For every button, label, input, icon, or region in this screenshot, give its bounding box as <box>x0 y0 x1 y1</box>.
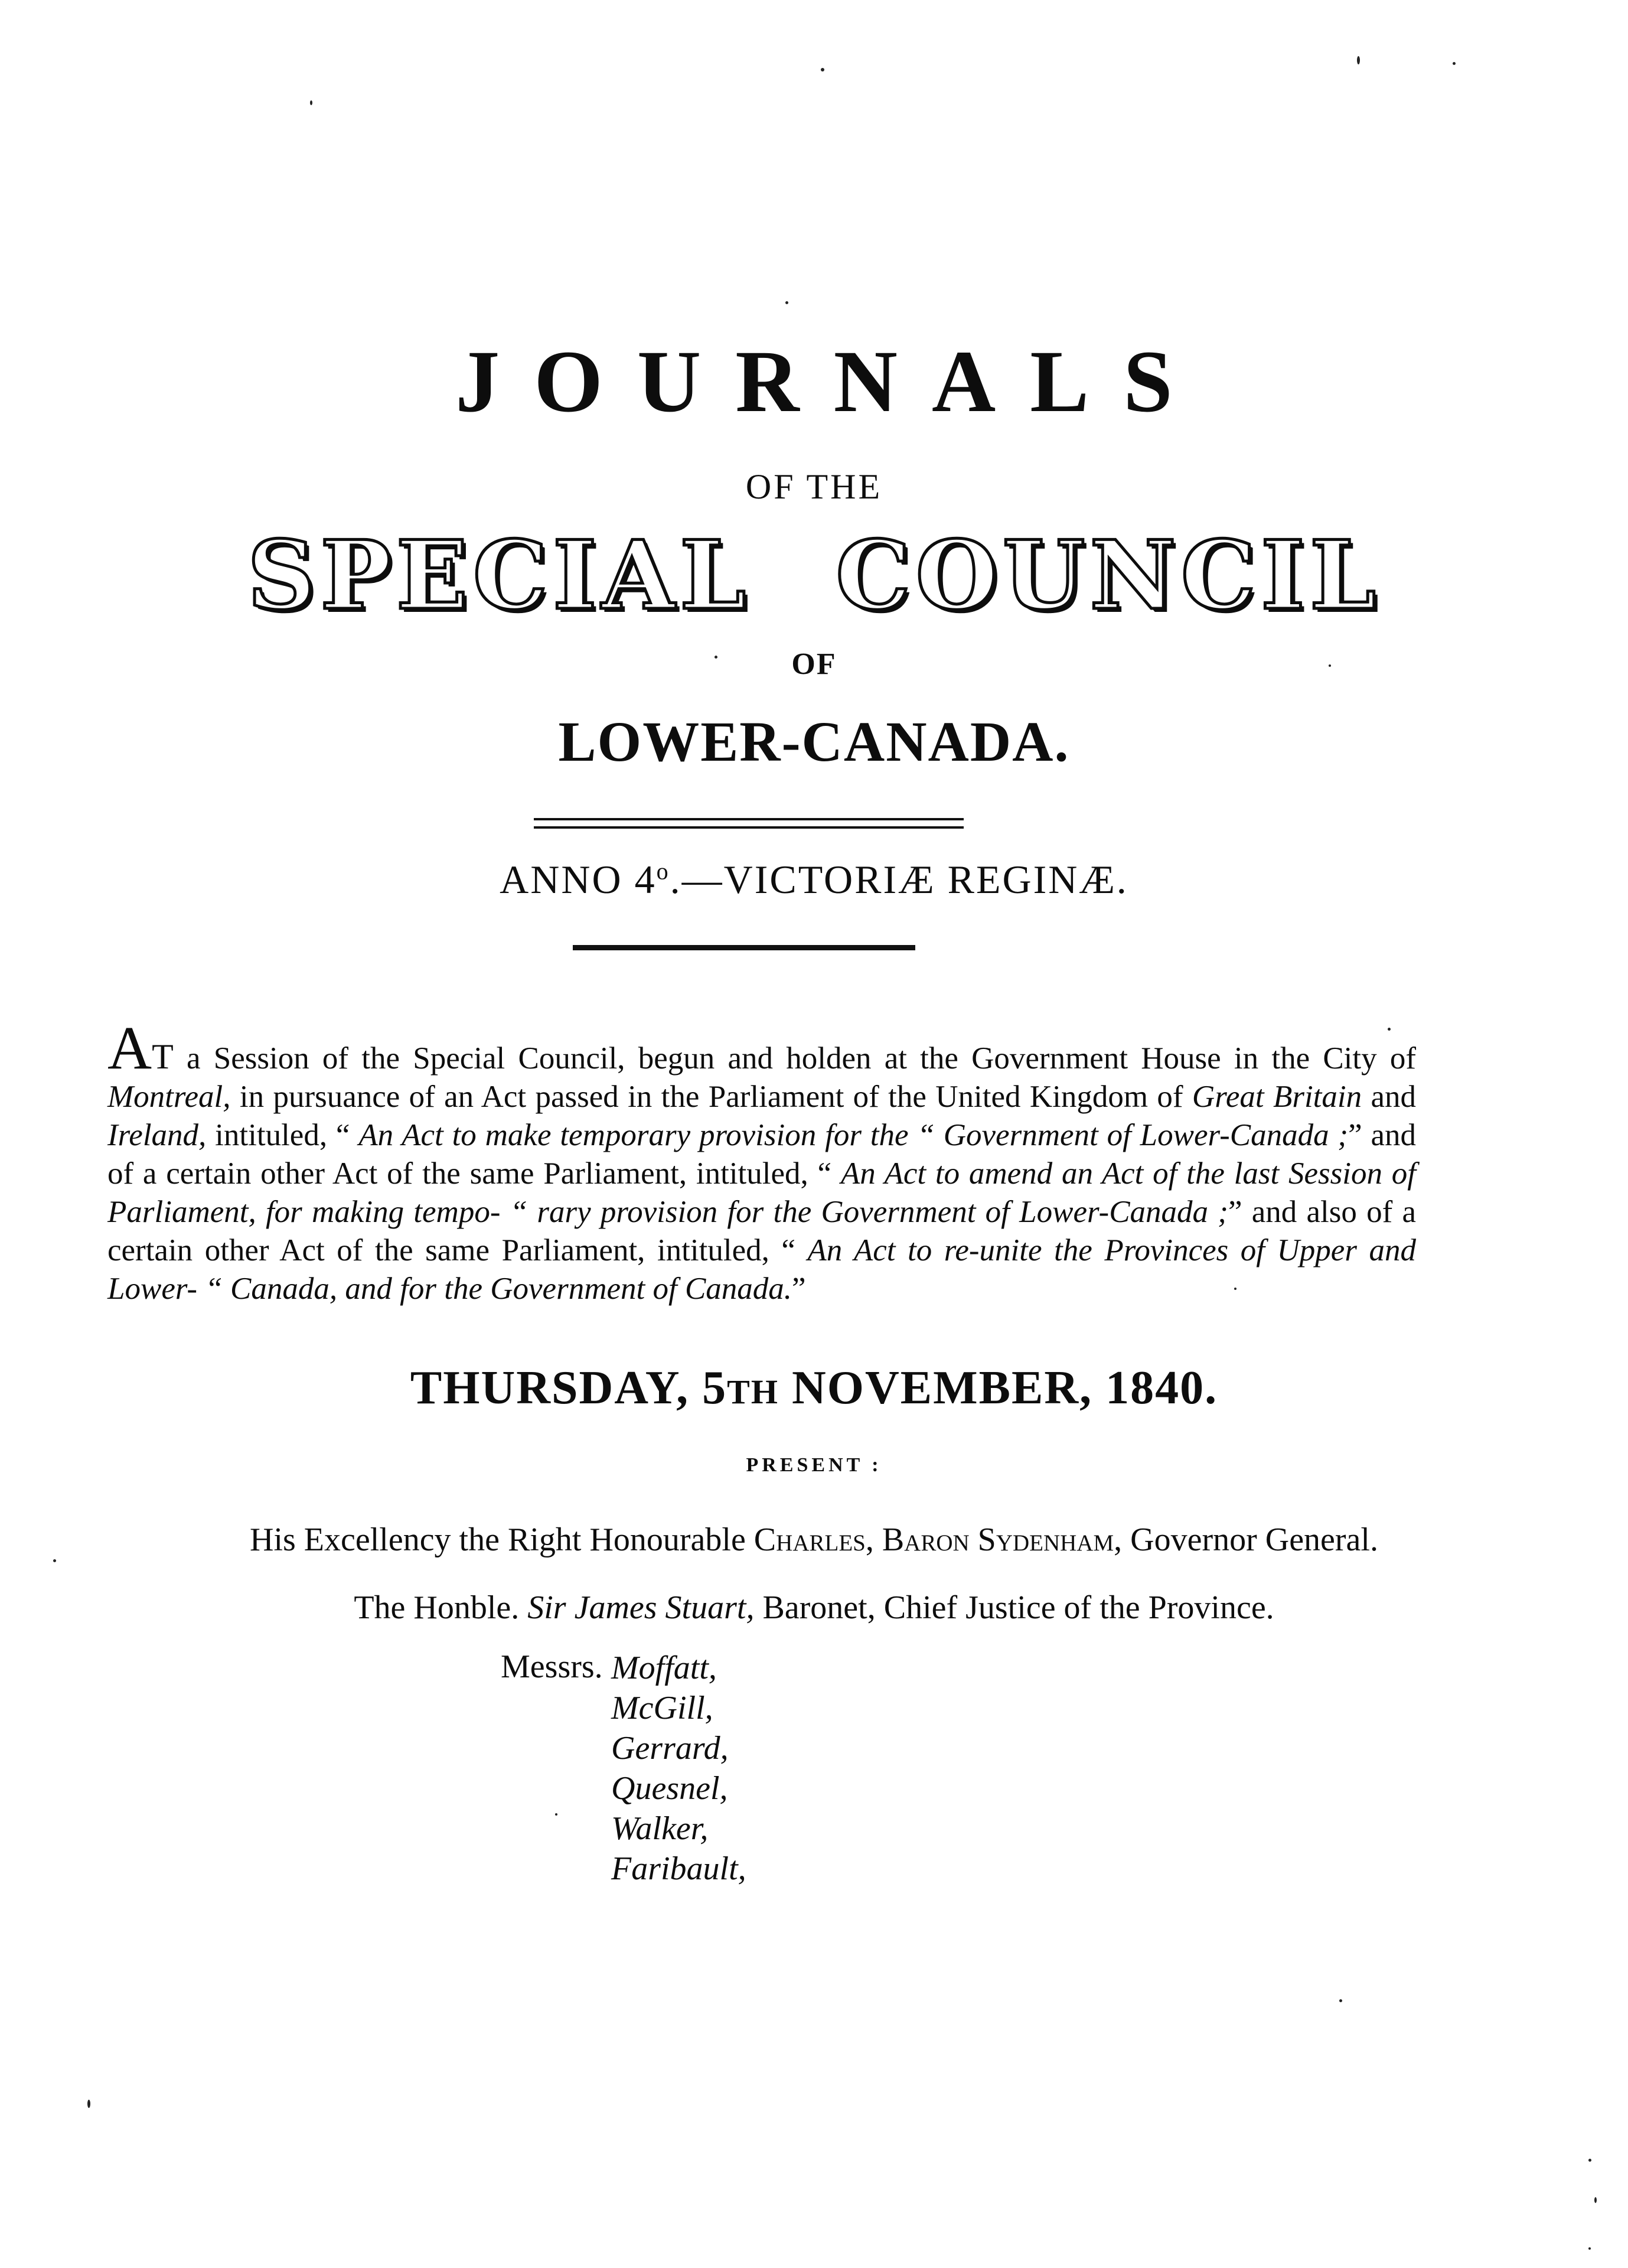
scan-speck <box>1357 56 1360 64</box>
member-name: Walker, <box>611 1810 709 1847</box>
scan-speck <box>715 656 717 659</box>
act-title-2: An Act to amend an Act of the last Session of Parliament, for making tempo- “ rary provision for the Government of Lower-Canada ; <box>107 1156 1416 1229</box>
preamble-text-5: ” and of a certain other Act of the same Parliament, intituled, “ <box>107 1118 1416 1191</box>
member-name: Faribault, <box>611 1850 746 1887</box>
preamble-text-1: a Session of the Special Council, begun and holden at the Government House in the City of <box>173 1041 1416 1076</box>
member-list <box>611 1648 746 1889</box>
date-day: THURSDAY, 5 <box>410 1362 727 1414</box>
anno-ordinal: o <box>656 858 670 885</box>
anno-regnal-line <box>0 856 1628 903</box>
act-title-3: An Act to re-unite the Provinces of Upper and Lower- “ Canada, and for the Government of Canada. <box>107 1233 1416 1306</box>
chief-suffix: Baronet, Chief Justice of the Province. <box>754 1589 1274 1626</box>
cap-rest: T <box>152 1037 174 1076</box>
heading-word-special: SPECIAL <box>247 520 751 631</box>
country-ireland: Ireland, <box>107 1118 207 1152</box>
member-name: Quesnel, <box>611 1770 728 1807</box>
city-name: Montreal, <box>107 1080 231 1114</box>
member-name: Moffatt, <box>611 1650 717 1686</box>
preamble-text-2: in pursuance of an Act passed in the Parliament of the United Kingdom of <box>230 1080 1192 1114</box>
preamble-text-4: intituled, “ <box>206 1118 359 1152</box>
scan-speck <box>1329 664 1331 667</box>
date-ordinal: TH <box>727 1373 779 1411</box>
scan-speck <box>1588 2159 1591 2162</box>
scan-speck <box>1453 62 1456 65</box>
governor-name: Charles, Baron Sydenham, <box>753 1521 1123 1558</box>
special-council-heading <box>0 520 1628 631</box>
anno-suffix: .—VICTORIÆ REGINÆ. <box>670 857 1128 902</box>
governor-suffix: Governor General. <box>1122 1521 1378 1558</box>
scan-speck <box>1339 1999 1342 2002</box>
subtitle-of: OF <box>791 647 837 681</box>
scan-speck <box>1234 1288 1237 1290</box>
governor-prefix: His Excellency the Right Honourable <box>250 1521 754 1558</box>
member-name: McGill, <box>611 1690 713 1726</box>
member-name: Gerrard, <box>611 1730 729 1767</box>
scan-speck <box>785 301 788 304</box>
scan-speck <box>53 1559 56 1562</box>
thick-rule-divider <box>573 945 915 950</box>
scan-speck <box>310 100 312 105</box>
governor-line <box>0 1521 1628 1559</box>
subtitle-of-the: OF THE <box>745 467 883 506</box>
preamble-text-3: and <box>1362 1080 1416 1114</box>
province-heading: LOWER-CANADA. <box>558 710 1070 773</box>
scan-speck <box>821 68 824 71</box>
drop-cap: A <box>107 1014 152 1082</box>
anno-prefix: ANNO 4 <box>500 857 657 902</box>
page-title: JOURNALS <box>455 333 1207 431</box>
country-great-britain: Great Britain <box>1192 1080 1362 1114</box>
chief-name: Sir James Stuart, <box>527 1589 755 1626</box>
act-title-1: An Act to make temporary provision for the “ Government of Lower-Canada ; <box>358 1118 1349 1152</box>
scan-speck <box>1388 1028 1391 1031</box>
chief-prefix: The Honble. <box>354 1589 528 1626</box>
scan-speck <box>555 1813 557 1816</box>
preamble-text-6: ” and also of a certain other Act of the same Parliament, intituled, “ <box>107 1195 1416 1267</box>
double-rule-divider <box>534 818 964 829</box>
heading-word-council: COUNCIL <box>836 520 1381 631</box>
scan-speck <box>1594 2197 1597 2203</box>
chief-justice-line <box>0 1589 1628 1627</box>
session-preamble <box>107 1014 1416 1308</box>
scan-speck <box>1588 2247 1591 2250</box>
scan-speck <box>87 2100 90 2108</box>
date-month-year: NOVEMBER, 1840. <box>778 1362 1218 1414</box>
session-date <box>0 1361 1628 1415</box>
preamble-text-7: ” <box>792 1272 806 1306</box>
present-label: PRESENT : <box>746 1454 882 1476</box>
messrs-label: Messrs. <box>501 1648 603 1685</box>
